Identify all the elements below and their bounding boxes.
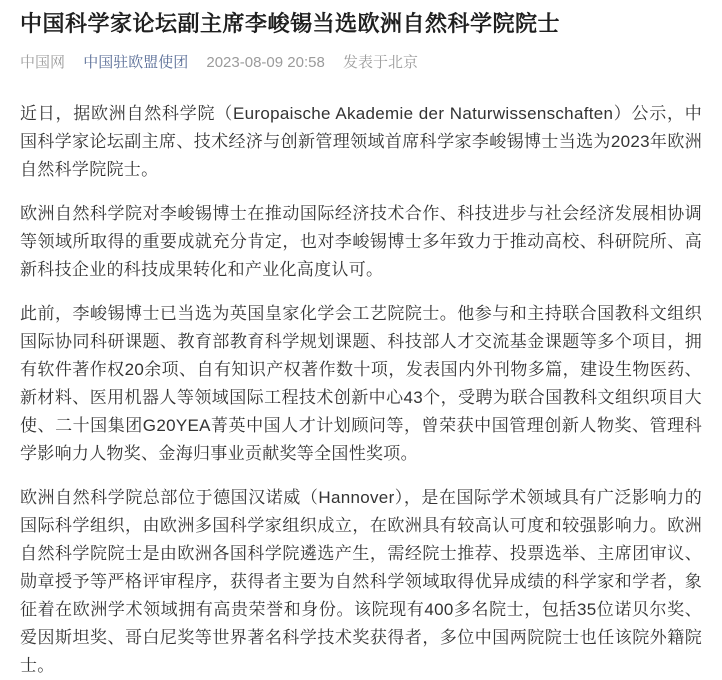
article-title: 中国科学家论坛副主席李峻锡当选欧洲自然科学院院士 (20, 11, 561, 36)
paragraph-3: 此前，李峻锡博士已当选为英国皇家化学会工艺院院士。他参与和主持联合国教科文组织国际协同科研课题、教育部教育科学规划课题、科技部人才交流基金课题等多个项目，拥有软件著作权20余项、自有知识产权著作数十项，发表国内外刊物多篇，建设生物医药、新材料、医用机器人等领域国际工程技术创新中心43个，受聘为联合国教科文组织项目大使、二十国集团G20YEA菁英中国人才计划顾问等，曾荣获中国管理创新人物奖、管理科学影响力人物奖、金海归事业贡献奖等全国性奖项。 (20, 303, 702, 463)
paragraph-1: 近日，据欧洲自然科学院（Europaische Akademie der Naturwissenschaften）公示，中国科学家论坛副主席、技术经济与创新管理领域首席科学家李峻锡博士当选为2023年欧洲自然科学院院士。 (20, 103, 702, 179)
account-link[interactable]: 中国驻欧盟使团 (83, 53, 189, 71)
paragraph-2: 欧洲自然科学院对李峻锡博士在推动国际经济技术合作、科技进步与社会经济发展相协调等领域所取得的重要成就充分肯定，也对李峻锡博士多年致力于推动高校、科研院所、高新科技企业的科技成果转化和产业化高度认可。 (20, 203, 702, 279)
article-content (20, 100, 702, 680)
paragraph-4: 欧洲自然科学院总部位于德国汉诺威（Hannover），是在国际学术领域具有广泛影响力的国际科学组织，由欧洲多国科学家组织成立，在欧洲具有较高认可度和较强影响力。欧洲自然科学院院士是由欧洲各国科学院遴选产生，需经院士推荐、投票选举、主席团审议、勋章授予等严格评审程序，获得者主要为自然科学领域取得优异成绩的科学家和学者，象征着在欧洲学术领域拥有高贵荣誉和身份。该院现有400多名院士，包括35位诺贝尔奖、爱因斯坦奖、哥白尼奖等世界著名科学技术奖获得者，多位中国两院院士也任该院外籍院士。 (20, 487, 702, 675)
source-label: 中国网 (20, 53, 66, 71)
publish-datetime: 2023-08-09 20:58 (206, 53, 325, 71)
meta-row (20, 53, 702, 73)
publish-location: 发表于北京 (342, 53, 418, 71)
